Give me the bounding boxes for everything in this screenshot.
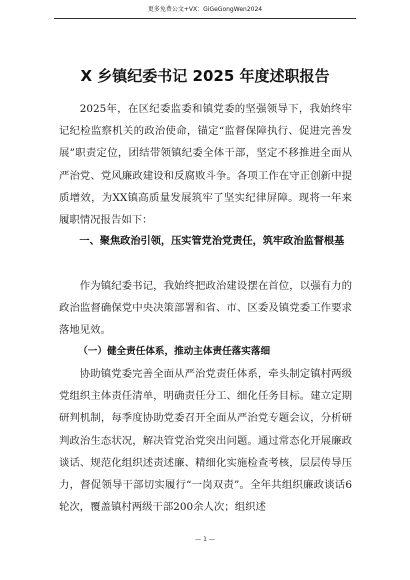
page-number: — 1 —: [195, 536, 215, 543]
intro-paragraph: 2025年，在区纪委监委和镇党委的坚强领导下，我始终牢记纪检监察机关的政治使命，锚定“监督保障执行、促进完善发展”职责定位，团结带领镇纪委全体干部，坚定不移推进全面从严治党、党风廉政建设和反腐败斗争。各项工作在守正创新中提质增效，为XX镇高质量发展筑牢了坚实纪律屏障。现将一年来履职情况报告如下：: [59, 103, 352, 227]
section-intro-paragraph: 作为镇纪委书记，我始终把政治建设摆在首位，以强有力的政治监督确保党中央决策部署和省、市、区委及镇党委工作要求落地见效。: [59, 280, 352, 337]
document-header: 更多免费公文+VX：GiGeGongWen2024: [147, 6, 263, 13]
section-heading: 一、聚焦政治引领，压实管党治党责任，筑牢政治监督根基: [79, 236, 345, 247]
document-title: X 乡镇纪委书记 2025 年度述职报告: [80, 67, 330, 85]
subsection-heading: （一）健全责任体系，推动主体责任落实落细: [78, 346, 271, 357]
subsection-body-paragraph: 协助镇党委完善全面从严治党责任体系，牵头制定镇村两级党组织主体责任清单，明确责任分工、细化任务目标。建立定期研判机制，每季度协助党委召开全面从严治党专题会议，分析研判政治生态状况，解决管党治党突出问题。通过常态化开展廉政谈话、规范化组织述责述廉、精细化实施检查考核，层层传导压力，督促领导干部切实履行“一岗双责”。全年共组织廉政谈话6轮次，覆盖镇村两级干部200余人次；组织述: [59, 368, 352, 514]
header-divider: [54, 18, 356, 19]
